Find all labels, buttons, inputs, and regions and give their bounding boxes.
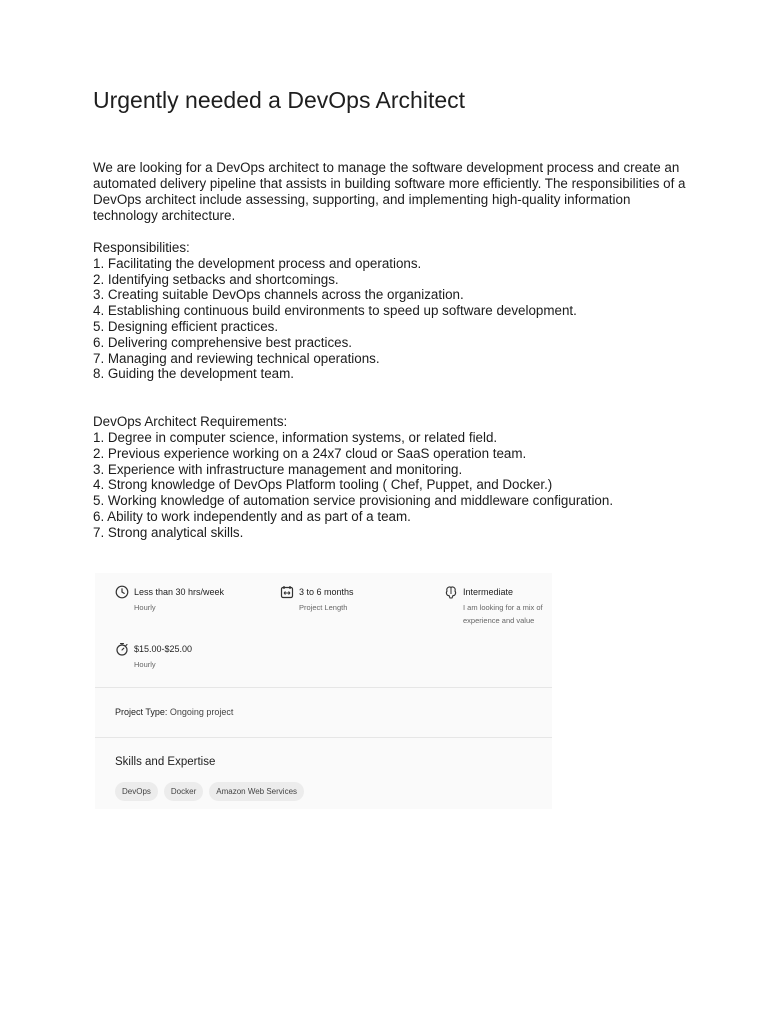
hours-sub: Hourly <box>134 603 156 612</box>
responsibility-item: 2. Identifying setbacks and shortcomings. <box>93 271 339 287</box>
requirements-section <box>93 414 693 540</box>
level-sub <box>463 601 543 627</box>
skills-heading: Skills and Expertise <box>115 756 216 768</box>
calendar-icon <box>280 585 294 599</box>
responsibility-item: 3. Creating suitable DevOps channels across the organization. <box>93 287 464 303</box>
responsibility-item: 8. Guiding the development team. <box>93 366 294 382</box>
requirement-item: 5. Working knowledge of automation service provisioning and middleware configuration. <box>93 493 614 509</box>
responsibility-item: 5. Designing efficient practices. <box>93 318 279 334</box>
responsibility-item: 7. Managing and reviewing technical operations. <box>93 350 380 366</box>
project-type-value: Ongoing project <box>169 707 234 717</box>
skill-chip-docker[interactable]: Docker <box>164 782 203 801</box>
level-value: Intermediate <box>463 587 514 597</box>
responsibility-item: 1. Facilitating the development process and operations. <box>93 255 422 271</box>
requirement-item: 1. Degree in computer science, information systems, or related field. <box>93 429 498 445</box>
clock-icon <box>115 585 129 599</box>
responsibility-item: 4. Establishing continuous build environments to speed up software development. <box>93 303 577 319</box>
skill-chip-devops[interactable]: DevOps <box>115 782 158 801</box>
duration-sub: Project Length <box>299 603 348 612</box>
level-sub-line-2: experience and value <box>463 616 535 625</box>
stopwatch-icon <box>115 642 129 656</box>
intro-text: We are looking for a DevOps architect to manage the software development process and create an automated delivery pipeline that assists in building software more efficiently. The responsibilities of a DevOps architect include assessing, supporting, and implementing high-quality information technology architecture. <box>93 160 686 223</box>
requirement-item: 3. Experience with infrastructure management and monitoring. <box>93 461 463 477</box>
job-posting <box>93 86 693 541</box>
requirement-item: 6. Ability to work independently and as part of a team. <box>93 508 411 524</box>
project-type <box>115 707 233 717</box>
job-details-card <box>95 573 552 809</box>
requirements-heading: DevOps Architect Requirements: <box>93 414 288 430</box>
requirement-item: 7. Strong analytical skills. <box>93 524 244 540</box>
responsibility-item: 6. Delivering comprehensive best practices. <box>93 334 353 350</box>
rate-sub: Hourly <box>134 660 156 669</box>
requirement-item: 4. Strong knowledge of DevOps Platform tooling ( Chef, Puppet, and Docker.) <box>93 477 553 493</box>
responsibilities-section <box>93 240 693 382</box>
hours-value: Less than 30 hrs/week <box>134 587 225 597</box>
duration-value: 3 to 6 months <box>299 587 354 597</box>
project-type-label: Project Type: <box>115 707 168 717</box>
level-sub-line-1: I am looking for a mix of <box>463 603 543 612</box>
skills-list <box>115 782 304 801</box>
responsibilities-heading: Responsibilities: <box>93 240 190 255</box>
page-title: Urgently needed a DevOps Architect <box>93 87 466 113</box>
intro-paragraph <box>93 160 693 224</box>
rate-value: $15.00-$25.00 <box>134 644 193 654</box>
divider <box>95 737 552 738</box>
divider <box>95 687 552 688</box>
brain-icon <box>444 585 458 599</box>
skill-chip-aws[interactable]: Amazon Web Services <box>209 782 304 801</box>
requirement-item: 2. Previous experience working on a 24x7 cloud or SaaS operation team. <box>93 445 527 461</box>
